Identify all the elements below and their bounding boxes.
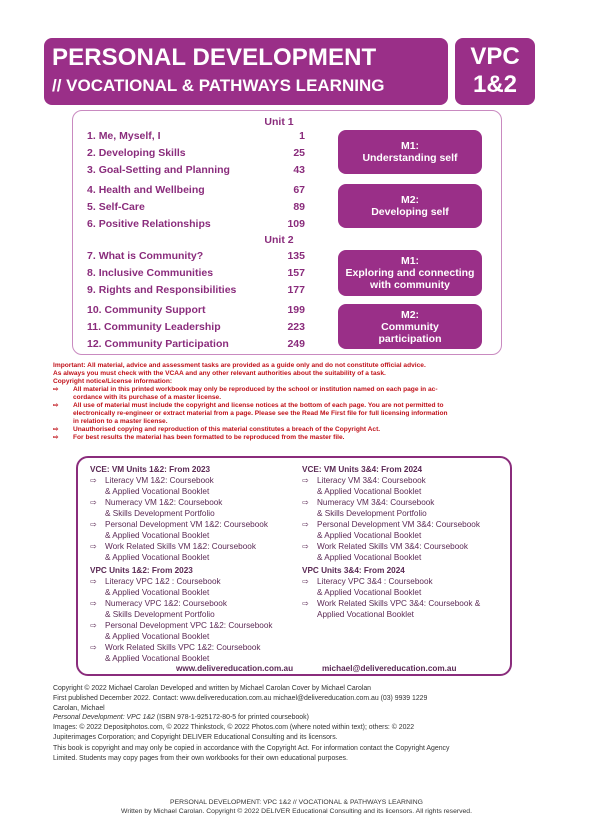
product-item bbox=[302, 497, 508, 519]
toc-title: Community Leadership bbox=[103, 321, 221, 333]
notice-bullet bbox=[53, 426, 543, 434]
product-subtitle: & Applied Vocational Booklet bbox=[317, 588, 422, 597]
toc-title: Developing Skills bbox=[98, 147, 186, 159]
product-subtitle: & Skills Development Portfolio bbox=[317, 509, 427, 518]
product-column-right bbox=[302, 464, 508, 620]
toc-page: 135 bbox=[287, 250, 305, 262]
toc-title: Goal-Setting and Planning bbox=[98, 164, 230, 176]
toc-page: 177 bbox=[287, 284, 305, 296]
product-list-box bbox=[76, 456, 512, 676]
publication-line: First published December 2022. Contact: www.delivereducation.com.au michael@delivereducation.com.au (03) 9939 1229 bbox=[53, 694, 428, 702]
toc-page: 43 bbox=[293, 164, 305, 176]
product-subtitle: & Applied Vocational Booklet bbox=[317, 531, 422, 540]
toc-page: 1 bbox=[299, 130, 305, 142]
title-line-1: PERSONAL DEVELOPMENT bbox=[52, 44, 377, 71]
arrow-icon: ⇨ bbox=[53, 386, 59, 393]
product-title: Work Related Skills VM 3&4: Coursebook bbox=[317, 542, 468, 551]
toc-title: Community Support bbox=[104, 304, 206, 316]
images-credit-line: Jupiterimages Corporation; and Copyright DELIVER Educational Consulting and its licensors. bbox=[53, 733, 338, 741]
notice-bullet-text: electronically re-engineer or extract material from a page. Please see the Read Me First file for full licensing information bbox=[73, 410, 448, 417]
toc-row[interactable] bbox=[87, 147, 305, 161]
module-code: M2: bbox=[400, 194, 420, 206]
arrow-icon: ⇨ bbox=[302, 498, 309, 507]
arrow-icon: ⇨ bbox=[302, 577, 309, 586]
toc-number: 6. bbox=[87, 218, 96, 230]
module-box-m2-participation bbox=[338, 304, 482, 349]
website-link[interactable]: www.delivereducation.com.au bbox=[176, 664, 294, 673]
toc-title: Inclusive Communities bbox=[98, 267, 214, 279]
product-title: Literacy VPC 3&4 : Coursebook bbox=[317, 577, 433, 586]
arrow-icon: ⇨ bbox=[302, 476, 309, 485]
product-item bbox=[90, 576, 300, 598]
product-title: Work Related Skills VM 1&2: Coursebook bbox=[105, 542, 256, 551]
product-title: Numeracy VM 1&2: Coursebook bbox=[105, 498, 223, 507]
product-subtitle: & Applied Vocational Booklet bbox=[105, 588, 210, 597]
notice-bullet bbox=[53, 402, 543, 426]
product-item bbox=[302, 475, 508, 497]
unit-2-label: Unit 2 bbox=[264, 234, 294, 246]
toc-title: Positive Relationships bbox=[98, 218, 211, 230]
toc-page: 67 bbox=[293, 184, 305, 196]
arrow-icon: ⇨ bbox=[53, 426, 59, 433]
toc-number: 11. bbox=[87, 321, 102, 333]
product-item bbox=[90, 519, 300, 541]
notice-heading: Copyright notice/License information: bbox=[53, 378, 173, 385]
series-heading: VCE: VM Units 3&4: From 2024 bbox=[302, 465, 423, 474]
badge-line-2: 1&2 bbox=[472, 71, 518, 98]
page-footer bbox=[0, 798, 593, 816]
copyright-line: Copyright © 2022 Michael Carolan Developed and written by Michael Carolan Cover by Michael Carolan bbox=[53, 685, 371, 692]
product-column-left bbox=[90, 464, 300, 664]
author-line: Carolan, Michael bbox=[53, 704, 105, 712]
product-title: Numeracy VM 3&4: Coursebook bbox=[317, 498, 435, 507]
footer-title: PERSONAL DEVELOPMENT: VPC 1&2 // VOCATIONAL & PATHWAYS LEARNING bbox=[170, 799, 423, 806]
module-code: M1: bbox=[400, 255, 420, 267]
arrow-icon: ⇨ bbox=[90, 542, 97, 551]
toc-number: 4. bbox=[87, 184, 96, 196]
notice-bullet-text: All material in this printed workbook may only be reproduced by the school or institution named on each page in ac- bbox=[73, 386, 438, 393]
module-title: Exploring and connecting bbox=[345, 267, 475, 279]
module-title: Community bbox=[381, 320, 439, 333]
toc-title: Rights and Responsibilities bbox=[98, 284, 237, 296]
series-heading: VCE: VM Units 1&2: From 2023 bbox=[90, 465, 211, 474]
arrow-icon: ⇨ bbox=[53, 434, 59, 441]
notice-bullet bbox=[53, 434, 543, 442]
product-item bbox=[90, 598, 300, 620]
notice-bullet-text: Unauthorised copying and reproduction of this material constitutes a breach of the Copyright Act. bbox=[73, 426, 381, 433]
toc-number: 7. bbox=[87, 250, 96, 262]
book-title: Personal Development: VPC 1&2 bbox=[53, 714, 155, 722]
arrow-icon: ⇨ bbox=[302, 542, 309, 551]
arrow-icon: ⇨ bbox=[90, 643, 97, 652]
product-item bbox=[90, 475, 300, 497]
notice-bullet-text: in relation to a master license. bbox=[73, 418, 168, 425]
product-title: Literacy VM 1&2: Coursebook bbox=[105, 476, 214, 485]
toc-row[interactable] bbox=[87, 218, 305, 232]
product-subtitle: & Applied Vocational Booklet bbox=[105, 632, 210, 641]
footer-rights: Written by Michael Carolan. Copyright © 2022 DELIVER Educational Consulting and its licensors. All rights reserved. bbox=[121, 808, 472, 815]
toc-row[interactable] bbox=[87, 338, 305, 352]
product-item bbox=[302, 541, 508, 563]
copyright-block bbox=[53, 684, 543, 763]
notice-line: Important: All material, advice and assessment tasks are provided as a guide only and do not constitute official advice. bbox=[53, 362, 426, 369]
product-item bbox=[90, 620, 300, 642]
product-title: Personal Development VM 1&2: Coursebook bbox=[105, 520, 268, 529]
title-line-2: // VOCATIONAL & PATHWAYS LEARNING bbox=[52, 76, 385, 95]
product-title: Numeracy VPC 1&2: Coursebook bbox=[105, 599, 227, 608]
product-subtitle: & Applied Vocational Booklet bbox=[105, 487, 210, 496]
module-title: Developing self bbox=[371, 206, 449, 218]
table-of-contents bbox=[72, 110, 502, 355]
product-subtitle: & Skills Development Portfolio bbox=[105, 610, 215, 619]
toc-number: 5. bbox=[87, 201, 96, 213]
toc-page: 25 bbox=[293, 147, 305, 159]
product-subtitle: & Applied Vocational Booklet bbox=[105, 553, 210, 562]
toc-title: Me, Myself, I bbox=[98, 130, 161, 142]
badge-line-1: VPC bbox=[470, 43, 520, 70]
email-link[interactable]: michael@delivereducation.com.au bbox=[322, 664, 457, 673]
product-subtitle: & Skills Development Portfolio bbox=[105, 509, 215, 518]
toc-number: 12. bbox=[87, 338, 102, 350]
arrow-icon: ⇨ bbox=[90, 577, 97, 586]
toc-page: 223 bbox=[287, 321, 305, 333]
product-item bbox=[90, 497, 300, 519]
toc-row[interactable] bbox=[87, 201, 305, 215]
series-heading: VPC Units 3&4: From 2024 bbox=[302, 566, 405, 575]
toc-number: 9. bbox=[87, 284, 96, 296]
unit-1-label: Unit 1 bbox=[264, 116, 294, 128]
arrow-icon: ⇨ bbox=[90, 599, 97, 608]
toc-row[interactable] bbox=[87, 284, 305, 298]
arrow-icon: ⇨ bbox=[53, 402, 59, 409]
module-title-cont: participation bbox=[378, 332, 442, 345]
toc-row[interactable] bbox=[87, 164, 305, 178]
toc-page: 199 bbox=[287, 304, 305, 316]
copyright-act-line: Limited. Students may copy pages from their own workbooks for their own educational purposes. bbox=[53, 754, 348, 762]
notice-line: As always you must check with the VCAA and any other relevant authorities about the suitability of a task. bbox=[53, 370, 386, 377]
product-item bbox=[302, 519, 508, 541]
arrow-icon: ⇨ bbox=[90, 476, 97, 485]
toc-page: 109 bbox=[287, 218, 305, 230]
notice-bullet bbox=[53, 386, 543, 402]
product-title: Personal Development VPC 1&2: Coursebook bbox=[105, 621, 273, 630]
toc-page: 249 bbox=[287, 338, 305, 350]
arrow-icon: ⇨ bbox=[90, 498, 97, 507]
toc-row[interactable] bbox=[87, 250, 305, 264]
toc-row[interactable] bbox=[87, 184, 305, 198]
module-title-cont: with community bbox=[370, 279, 450, 291]
product-subtitle: & Applied Vocational Booklet bbox=[317, 553, 422, 562]
copyright-act-line: This book is copyright and may only be copied in accordance with the Copyright Act. For information contact the Copyright Agency bbox=[53, 744, 450, 752]
notice-bullet-text: cordance with its purchase of a master license. bbox=[73, 394, 222, 401]
isbn-line bbox=[53, 713, 543, 723]
product-item bbox=[302, 598, 508, 620]
series-heading: VPC Units 1&2: From 2023 bbox=[90, 566, 193, 575]
module-box-m1-community bbox=[338, 250, 482, 296]
toc-title: Community Participation bbox=[104, 338, 229, 350]
arrow-icon: ⇨ bbox=[90, 520, 97, 529]
toc-number: 1. bbox=[87, 130, 96, 142]
toc-row[interactable] bbox=[87, 267, 305, 281]
module-title: Understanding self bbox=[362, 152, 458, 164]
toc-title: What is Community? bbox=[98, 250, 204, 262]
toc-number: 8. bbox=[87, 267, 96, 279]
product-subtitle: Applied Vocational Booklet bbox=[317, 610, 414, 619]
product-subtitle: & Applied Vocational Booklet bbox=[317, 487, 422, 496]
toc-page: 157 bbox=[287, 267, 305, 279]
toc-number: 10. bbox=[87, 304, 102, 316]
notice-bullet-text: For best results the material has been formatted to be reproduced from the master file. bbox=[73, 434, 345, 441]
title-banner bbox=[44, 38, 448, 105]
toc-title: Self-Care bbox=[98, 201, 145, 213]
toc-row[interactable] bbox=[87, 130, 305, 144]
toc-row[interactable] bbox=[87, 321, 305, 335]
arrow-icon: ⇨ bbox=[302, 599, 309, 608]
product-title: Literacy VM 3&4: Coursebook bbox=[317, 476, 426, 485]
level-badge bbox=[455, 38, 535, 105]
product-item bbox=[90, 541, 300, 563]
arrow-icon: ⇨ bbox=[302, 520, 309, 529]
product-title: Work Related Skills VPC 1&2: Coursebook bbox=[105, 643, 261, 652]
arrow-icon: ⇨ bbox=[90, 621, 97, 630]
module-box-m2-developing-self bbox=[338, 184, 482, 228]
module-code: M1: bbox=[400, 140, 420, 152]
toc-title: Health and Wellbeing bbox=[98, 184, 205, 196]
product-title: Personal Development VM 3&4: Coursebook bbox=[317, 520, 480, 529]
license-notice bbox=[53, 362, 543, 442]
isbn-text: (ISBN 978-1-925172-80-5 for printed coursebook) bbox=[154, 714, 309, 722]
toc-page: 89 bbox=[293, 201, 305, 213]
product-subtitle: & Applied Vocational Booklet bbox=[105, 654, 210, 663]
product-title: Literacy VPC 1&2 : Coursebook bbox=[105, 577, 221, 586]
product-title: Work Related Skills VPC 3&4: Coursebook & bbox=[317, 599, 481, 608]
images-credit-line: Images: © 2022 Depositphotos.com, © 2022 Thinkstock, © 2022 Photos.com (where noted within text); others: © 2022 bbox=[53, 724, 415, 732]
toc-number: 2. bbox=[87, 147, 96, 159]
product-item bbox=[302, 576, 508, 598]
notice-bullet-text: All use of material must include the copyright and license notices at the bottom of each page. You are not permitted to bbox=[73, 402, 444, 409]
toc-number: 3. bbox=[87, 164, 96, 176]
product-subtitle: & Applied Vocational Booklet bbox=[105, 531, 210, 540]
module-code: M2: bbox=[400, 308, 420, 321]
module-box-m1-understanding-self bbox=[338, 130, 482, 174]
toc-row[interactable] bbox=[87, 304, 305, 318]
product-item bbox=[90, 642, 300, 664]
